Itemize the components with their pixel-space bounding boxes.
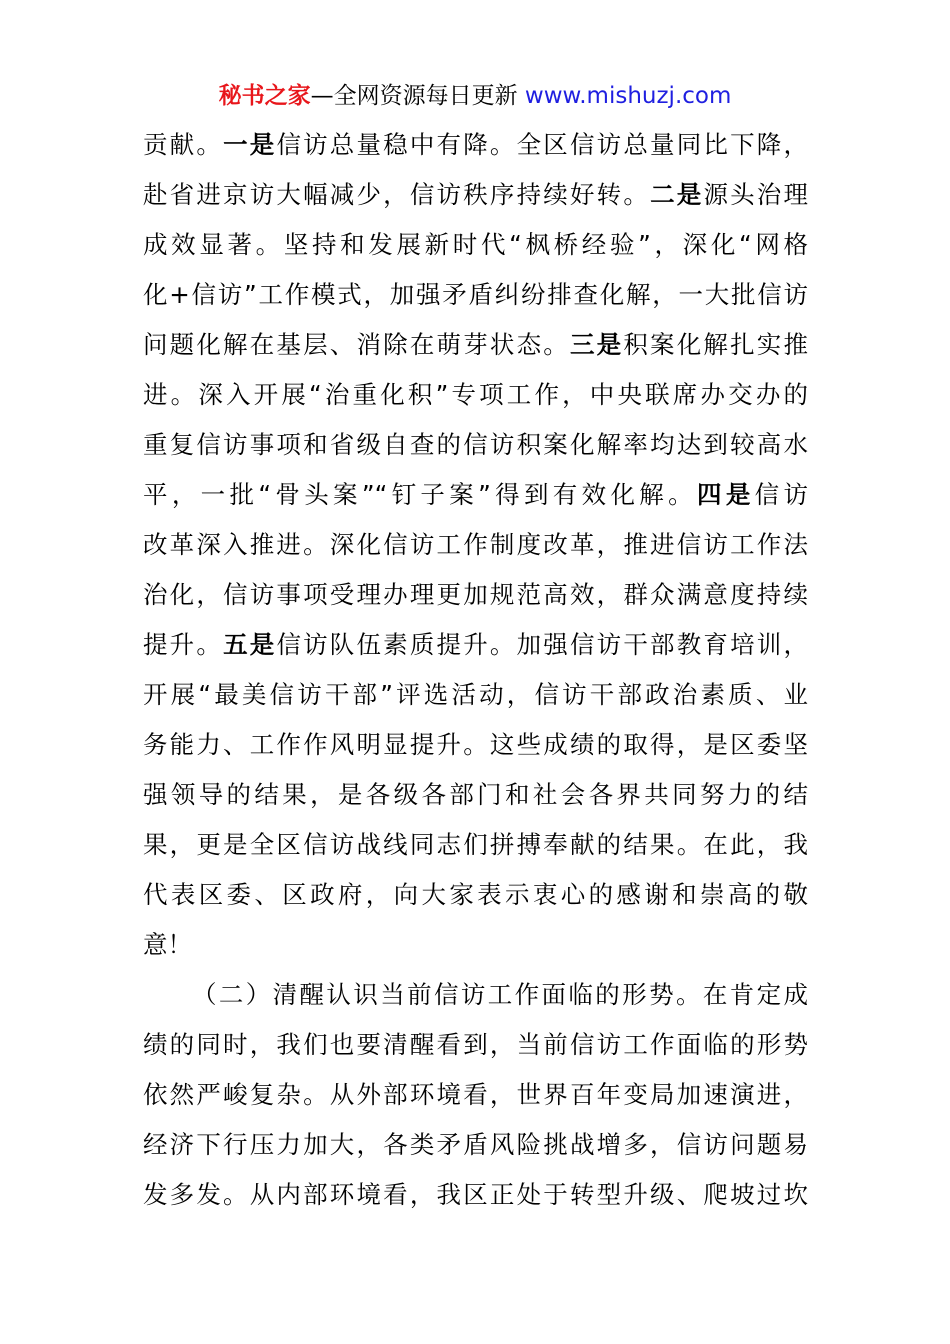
text-segment: 积案化解扎实推: [623, 330, 808, 359]
text-line: [143, 320, 808, 370]
text-segment: 强领导的结果，是各级各部门和社会各界共同努力的结: [143, 780, 808, 809]
site-tagline: —全网资源每日更新: [310, 83, 525, 109]
text-line: [143, 120, 808, 170]
text-line: [143, 1170, 808, 1220]
text-segment: 重复信访事项和省级自查的信访积案化解率均达到较高水: [143, 430, 808, 459]
site-header: [0, 80, 950, 112]
text-line: [143, 1120, 808, 1170]
text-segment: 代表区委、区政府，向大家表示衷心的感谢和崇高的敬: [143, 880, 808, 909]
site-url-link[interactable]: www.mishuzj.com: [524, 83, 732, 109]
text-line: [143, 420, 808, 470]
text-line: [143, 870, 808, 920]
text-segment: 改革深入推进。深化信访工作制度改革，推进信访工作法: [143, 530, 808, 559]
text-segment: （二）清醒认识当前信访工作面临的形势。在肯定成: [192, 980, 808, 1009]
text-segment: 提升。: [143, 630, 224, 659]
text-segment: 问题化解在基层、消除在萌芽状态。: [143, 330, 570, 359]
text-line: [143, 470, 808, 520]
text-segment: 意！: [143, 930, 192, 959]
text-line: [143, 720, 808, 770]
text-line: [143, 920, 808, 970]
text-line: [143, 270, 808, 320]
text-line: [143, 770, 808, 820]
text-segment: 成效显著。坚持和发展新时代“枫桥经验”，深化“网格: [143, 230, 808, 259]
bold-text-segment: 五是: [223, 630, 277, 659]
text-segment: 绩的同时，我们也要清醒看到，当前信访工作面临的形势: [143, 1030, 808, 1059]
bold-text-segment: 一是: [223, 130, 277, 159]
site-brand: 秘书之家: [218, 83, 311, 109]
text-line: [143, 170, 808, 220]
text-segment: 务能力、工作作风明显提升。这些成绩的取得，是区委坚: [143, 730, 808, 759]
text-line: [143, 1020, 808, 1070]
text-segment: 治化，信访事项受理办理更加规范高效，群众满意度持续: [143, 580, 808, 609]
text-segment: 经济下行压力加大，各类矛盾风险挑战增多，信访问题易: [143, 1130, 808, 1159]
text-line: [143, 670, 808, 720]
text-line: [143, 370, 808, 420]
text-segment: 平，一批“骨头案”“钉子案”得到有效化解。: [143, 480, 697, 509]
text-segment: 果，更是全区信访战线同志们拼搏奉献的结果。在此，我: [143, 830, 808, 859]
text-line: [143, 820, 808, 870]
text-segment: 信访: [754, 480, 808, 509]
text-line: [143, 220, 808, 270]
text-segment: 信访队伍素质提升。加强信访干部教育培训，: [276, 630, 808, 659]
text-segment: 发多发。从内部环境看，我区正处于转型升级、爬坡过坎: [143, 1180, 808, 1209]
bold-text-segment: 四是: [696, 480, 755, 509]
text-line: [143, 620, 808, 670]
text-line: [143, 570, 808, 620]
text-segment: 源头治理: [703, 180, 808, 209]
text-line: [143, 970, 808, 1020]
text-line: [143, 1070, 808, 1120]
text-segment: 赴省进京访大幅减少，信访秩序持续好转。: [143, 180, 651, 209]
text-segment: 开展“最美信访干部”评选活动，信访干部政治素质、业: [143, 680, 808, 709]
text-line: [143, 520, 808, 570]
text-segment: 贡献。: [143, 130, 224, 159]
bold-text-segment: 二是: [650, 180, 704, 209]
text-segment: 进。深入开展“治重化积”专项工作，中央联席办交办的: [143, 380, 808, 409]
document-body: [143, 120, 808, 1220]
bold-text-segment: 三是: [570, 330, 624, 359]
text-segment: 化+信访”工作模式，加强矛盾纠纷排查化解，一大批信访: [143, 280, 808, 309]
text-segment: 信访总量稳中有降。全区信访总量同比下降，: [276, 130, 808, 159]
text-segment: 依然严峻复杂。从外部环境看，世界百年变局加速演进，: [143, 1080, 808, 1109]
